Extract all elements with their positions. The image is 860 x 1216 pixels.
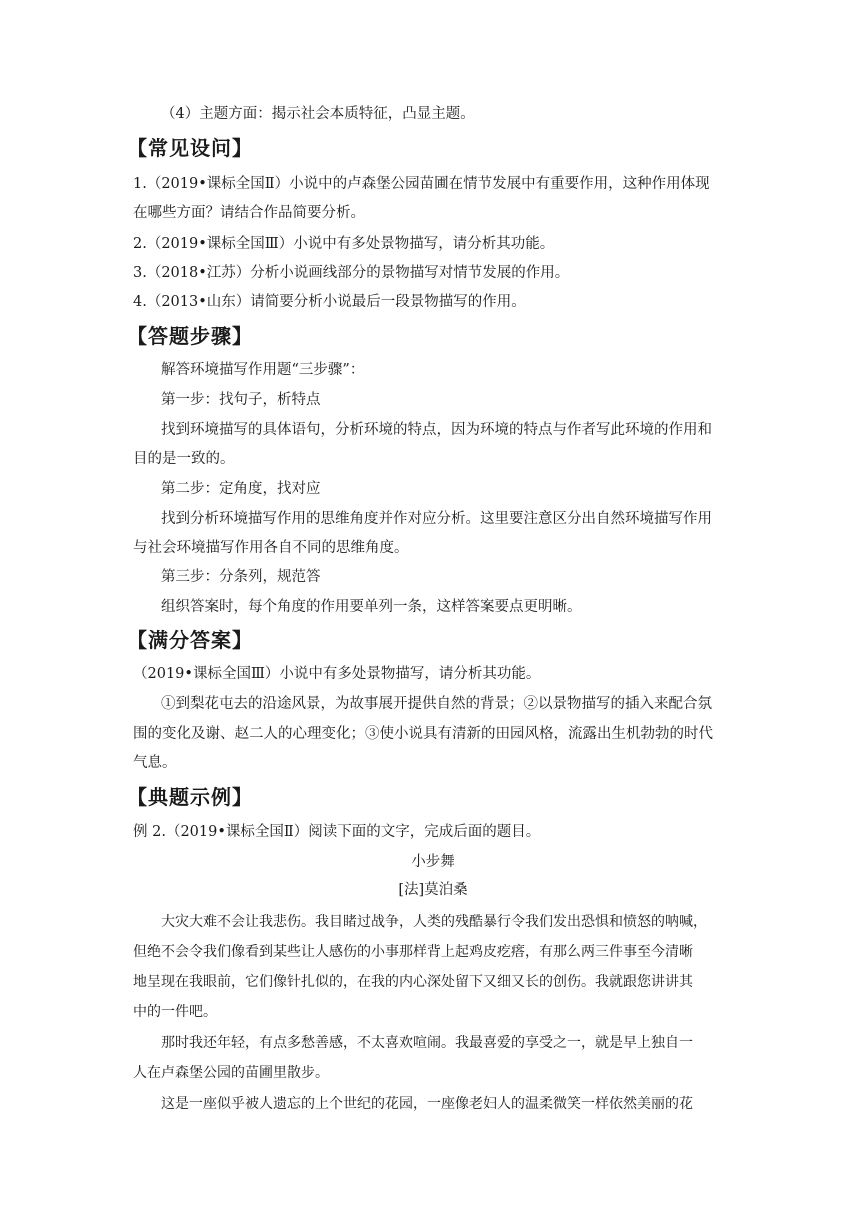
topic-aspect-line: （4）主题方面：揭示社会本质特征，凸显主题。 — [161, 106, 475, 122]
step-2-text-1: 找到分析环境描写作用的思维角度并作对应分析。这里要注意区分出自然环境描写作用 — [161, 511, 712, 527]
step-3-text: 组织答案时，每个角度的作用要单列一条，这样答案要点更明晰。 — [161, 599, 582, 615]
step-1-title: 第一步：找句子，析特点 — [161, 392, 321, 408]
answer-text-1: ①到梨花屯去的沿途风景，为故事展开提供自然的背景；②以景物描写的插入来配合氛 — [161, 696, 712, 712]
story-p1-line-2: 但绝不会令我们像看到某些让人感伤的小事那样背上起鸡皮疙瘩，有那么两三件事至今清晰 — [133, 944, 693, 960]
step-2-title: 第二步：定角度，找对应 — [161, 481, 321, 497]
story-p1-line-1: 大灾大难不会让我悲伤。我目睹过战争，人类的残酷暴行令我们发出恐惧和愤怒的呐喊， — [161, 914, 707, 930]
story-p1-line-4: 中的一件吧。 — [133, 1004, 217, 1020]
story-author: [法]莫泊桑 — [398, 882, 468, 898]
answer-text-3: 气息。 — [133, 755, 177, 771]
question-1-line-1: 1.（2019•课标全国Ⅱ）小说中的卢森堡公园苗圃在情节发展中有重要作用，这种作用体现 — [133, 176, 710, 192]
question-4: 4.（2013•山东）请简要分析小说最后一段景物描写的作用。 — [133, 294, 526, 310]
heading-full-answer: 【满分答案】 — [127, 628, 253, 652]
step-3-title: 第三步：分条列，规范答 — [161, 569, 321, 585]
example-intro: 例 2.（2019•课标全国Ⅱ）阅读下面的文字，完成后面的题目。 — [133, 824, 541, 840]
story-p3-line-1: 这是一座似乎被人遗忘的上个世纪的花园，一座像老妇人的温柔微笑一样依然美丽的花 — [161, 1096, 693, 1112]
question-2: 2.（2019•课标全国Ⅲ）小说中有多处景物描写，请分析其功能。 — [133, 236, 555, 252]
step-2-text-2: 与社会环境描写作用各自不同的思维角度。 — [133, 540, 409, 556]
question-3: 3.（2018•江苏）分析小说画线部分的景物描写对情节发展的作用。 — [133, 265, 570, 281]
question-1-line-2: 在哪些方面？请结合作品简要分析。 — [133, 205, 365, 221]
answer-text-2: 围的变化及谢、赵二人的心理变化；③使小说具有清新的田园风格，流露出生机勃勃的时代 — [133, 726, 713, 742]
heading-example: 【典题示例】 — [127, 785, 253, 809]
story-p2-line-1: 那时我还年轻，有点多愁善感，不太喜欢喧闹。我最喜爱的享受之一，就是早上独自一 — [161, 1035, 693, 1051]
heading-common-questions: 【常见设问】 — [127, 136, 253, 160]
story-p2-line-2: 人在卢森堡公园的苗圃里散步。 — [133, 1065, 329, 1081]
step-1-text-2: 目的是一致的。 — [133, 451, 235, 467]
story-title: 小步舞 — [411, 854, 455, 870]
answer-question: （2019•课标全国Ⅲ）小说中有多处景物描写，请分析其功能。 — [133, 666, 541, 682]
steps-intro: 解答环境描写作用题“三步骤”： — [161, 362, 365, 378]
heading-steps: 【答题步骤】 — [127, 324, 253, 348]
story-p1-line-3: 地呈现在我眼前，它们像针扎似的，在我的内心深处留下又细又长的创伤。我就跟您讲讲其 — [133, 974, 693, 990]
step-1-text-1: 找到环境描写的具体语句，分析环境的特点，因为环境的特点与作者写此环境的作用和 — [161, 422, 712, 438]
